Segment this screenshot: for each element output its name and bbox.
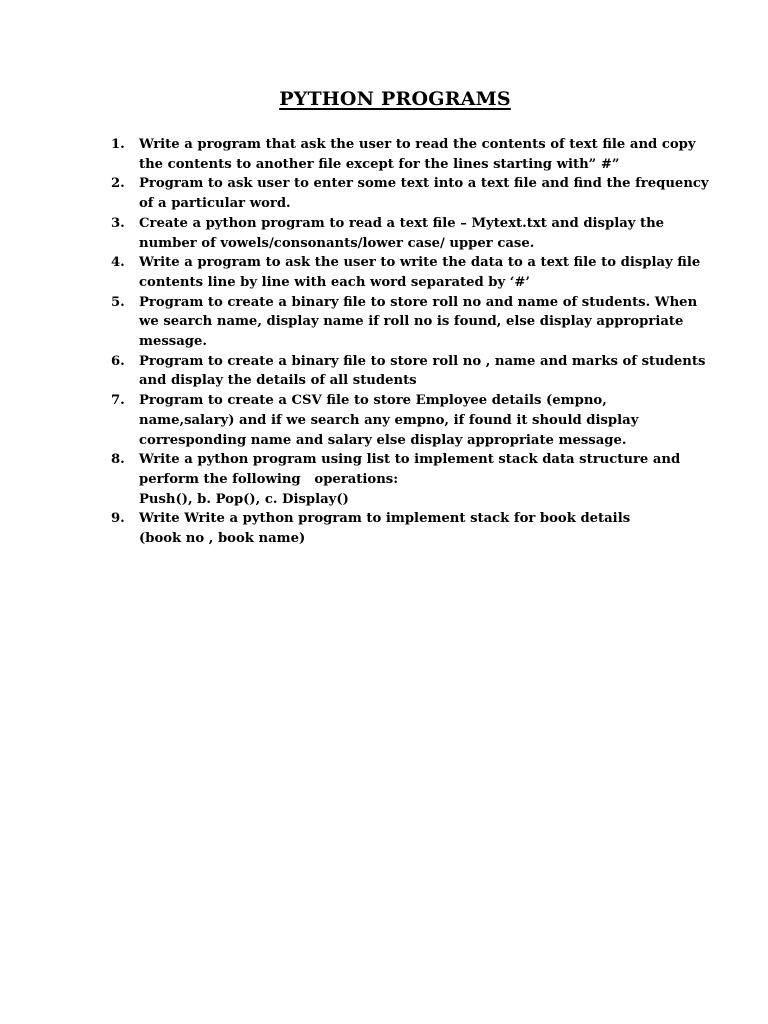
list-item-text-line: perform the following operations: xyxy=(139,471,399,487)
list-item-number: 2. xyxy=(111,176,125,192)
list-item xyxy=(111,509,696,548)
list-item xyxy=(111,450,696,509)
list-item-number: 7. xyxy=(111,393,125,409)
list-item xyxy=(111,391,696,450)
list-item xyxy=(111,253,701,292)
list-item-text-line: (book no , book name) xyxy=(139,531,306,547)
list-item-number: 3. xyxy=(111,215,125,231)
list-item-text-line: Program to create a binary file to store roll no and name of students. When xyxy=(139,294,698,310)
list-item xyxy=(111,293,696,352)
list-item-text-line: corresponding name and salary else display appropriate message. xyxy=(139,432,627,448)
list-item-text-line: of a particular word. xyxy=(139,196,291,212)
list-item-number: 1. xyxy=(111,137,125,152)
list-item-text-line: Program to create a CSV file to store Employee details (empno, xyxy=(139,393,607,409)
list-item-number: 5. xyxy=(111,294,125,310)
list-item-number: 4. xyxy=(111,255,125,271)
list-item-number: 9. xyxy=(111,511,125,527)
list-item-text-line: Create a python program to read a text file – Mytext.txt and display the xyxy=(139,215,665,231)
list-item xyxy=(111,214,696,253)
list-item xyxy=(111,174,709,213)
list-item-text-line: Write Write a python program to implement stack for book details xyxy=(139,511,631,527)
list-item-text-line: number of vowels/consonants/lower case/ upper case. xyxy=(139,235,535,251)
list-item-text-line: Push(), b. Pop(), c. Display() xyxy=(139,491,349,507)
page-title: PYTHON PROGRAMS xyxy=(279,88,511,110)
list-item xyxy=(111,352,706,391)
list-item-number: 8. xyxy=(111,452,125,468)
list-item-text-line: name,salary) and if we search any empno, if found it should display xyxy=(139,412,639,428)
list-item-number: 6. xyxy=(111,353,125,369)
list-item-text-line: the contents to another file except for the lines starting with” #” xyxy=(139,156,620,172)
list-item-text-line: Program to ask user to enter some text into a text file and find the frequency xyxy=(139,176,709,192)
list-item-text-line: message. xyxy=(139,334,207,350)
list-item xyxy=(111,135,696,174)
list-item-text-line: contents line by line with each word separated by ‘#’ xyxy=(139,274,531,290)
list-item-text-line: Program to create a binary file to store roll no , name and marks of students xyxy=(139,353,706,369)
list-item-text-line: Write a python program using list to implement stack data structure and xyxy=(139,452,681,468)
list-item-text-line: and display the details of all students xyxy=(139,373,417,389)
program-list xyxy=(111,135,709,549)
list-item-text-line: we search name, display name if roll no is found, else display appropriate xyxy=(139,314,684,330)
list-item-text-line: Write a program that ask the user to read the contents of text file and copy xyxy=(139,137,696,152)
list-item-text-line: Write a program to ask the user to write the data to a text file to display file xyxy=(139,255,701,271)
